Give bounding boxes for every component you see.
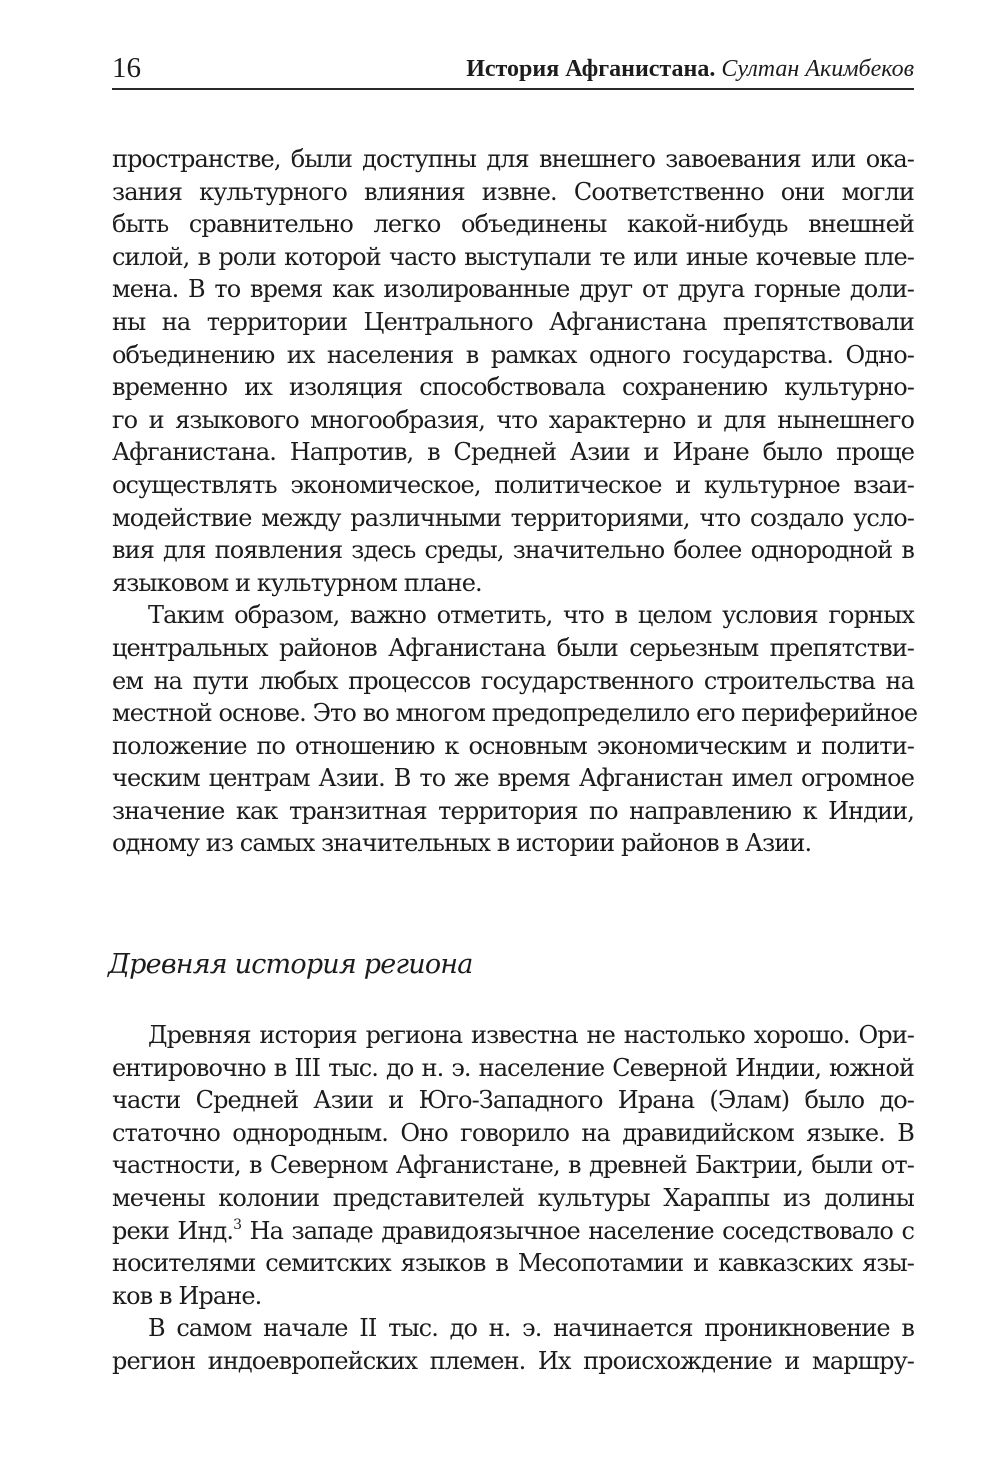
line-end: На западе дравидоязычное население соседствовало с [241,1216,914,1245]
book-title: История Афганистана. [466,56,716,82]
text-line: вия для появления здесь среды, значительно более однородной в [112,536,914,565]
text-line: части Средней Азии и Юго-Западного Ирана (Элам) было до- [112,1086,914,1115]
section-heading: Древняя история региона [108,949,473,980]
text-line: ков в Иране. [112,1281,262,1310]
text-line: значение как транзитная территория по направлению к Индии, [112,796,914,825]
text-line: Афганистана. Напротив, в Средней Азии и Иране было проще [112,438,914,467]
footnote-marker[interactable]: 3 [233,1216,242,1233]
text-line: языковом и культурном плане. [112,568,482,597]
text-line: быть сравнительно легко объединены какой-нибудь внешней [112,210,914,239]
text-line: частности, в Северном Афганистане, в древней Бактрии, были от- [112,1151,914,1180]
text-line: положение по отношению к основным экономическим и полити- [112,731,914,760]
author-name: Султан Акимбеков [721,56,914,82]
text-line: ны на территории Центрального Афганистана препятствовали [112,307,914,336]
text-line: го и языкового многообразия, что характерно и для нынешнего [112,405,914,434]
text-line: зания культурного влияния извне. Соответственно они могли [112,177,914,206]
paragraph [112,599,918,860]
text-line: центральных районов Афганистана были серьезным препятстви- [112,633,914,662]
text-line: ем на пути любых процессов государственного строительства на [112,666,914,695]
paragraph [112,1312,914,1377]
text-line: объединению их населения в рамках одного государства. Одно- [112,340,914,369]
text-line: Древняя история региона известна не настолько хорошо. Ори- [148,1021,914,1049]
text-line: осуществлять экономическое, политическое и культурное взаи- [112,470,914,499]
text-line-with-footnote [112,1215,914,1248]
paragraph [112,143,914,599]
book-page [108,0,918,1470]
page-header [112,52,914,90]
text-line: мена. В то время как изолированные друг от друга горные доли- [112,275,914,304]
text-line: ческим центрам Азии. В то же время Афганистан имел огромное [112,764,914,793]
text-line: статочно однородным. Оно говорило на дравидийском языке. В [112,1118,914,1147]
text-line: силой, в роли которой часто выступали те или иные кочевые пле- [112,242,914,271]
running-head [466,54,914,84]
line-start: реки Инд. [112,1216,234,1245]
text-line: одному из самых значительных в истории районов в Азии. [112,829,812,858]
text-line: мечены колонии представителей культуры Хараппы из долины [112,1183,914,1212]
text-line: временно их изоляция способствовала сохранению культурно- [112,373,914,402]
paragraph [112,1019,914,1312]
text-line: местной основе. Это во многом предопределило его периферийное [112,699,918,728]
text-line: Таким образом, важно отметить, что в целом условия горных [148,601,914,630]
text-line: пространстве, были доступны для внешнего завоевания или ока- [112,145,914,173]
body-text-bottom [112,1019,914,1378]
text-line: регион индоевропейских племен. Их происхождение и маршру- [112,1346,914,1375]
text-line: модействие между различными территориями, что создало усло- [112,503,914,532]
page-number: 16 [112,52,141,84]
text-line: ентировочно в III тыс. до н. э. население Северной Индии, южной [112,1053,914,1082]
text-line: В самом начале II тыс. до н. э. начинается проникновение в [148,1314,914,1343]
body-text-top [112,143,918,860]
text-line: носителями семитских языков в Месопотамии и кавказских язы- [112,1249,914,1278]
